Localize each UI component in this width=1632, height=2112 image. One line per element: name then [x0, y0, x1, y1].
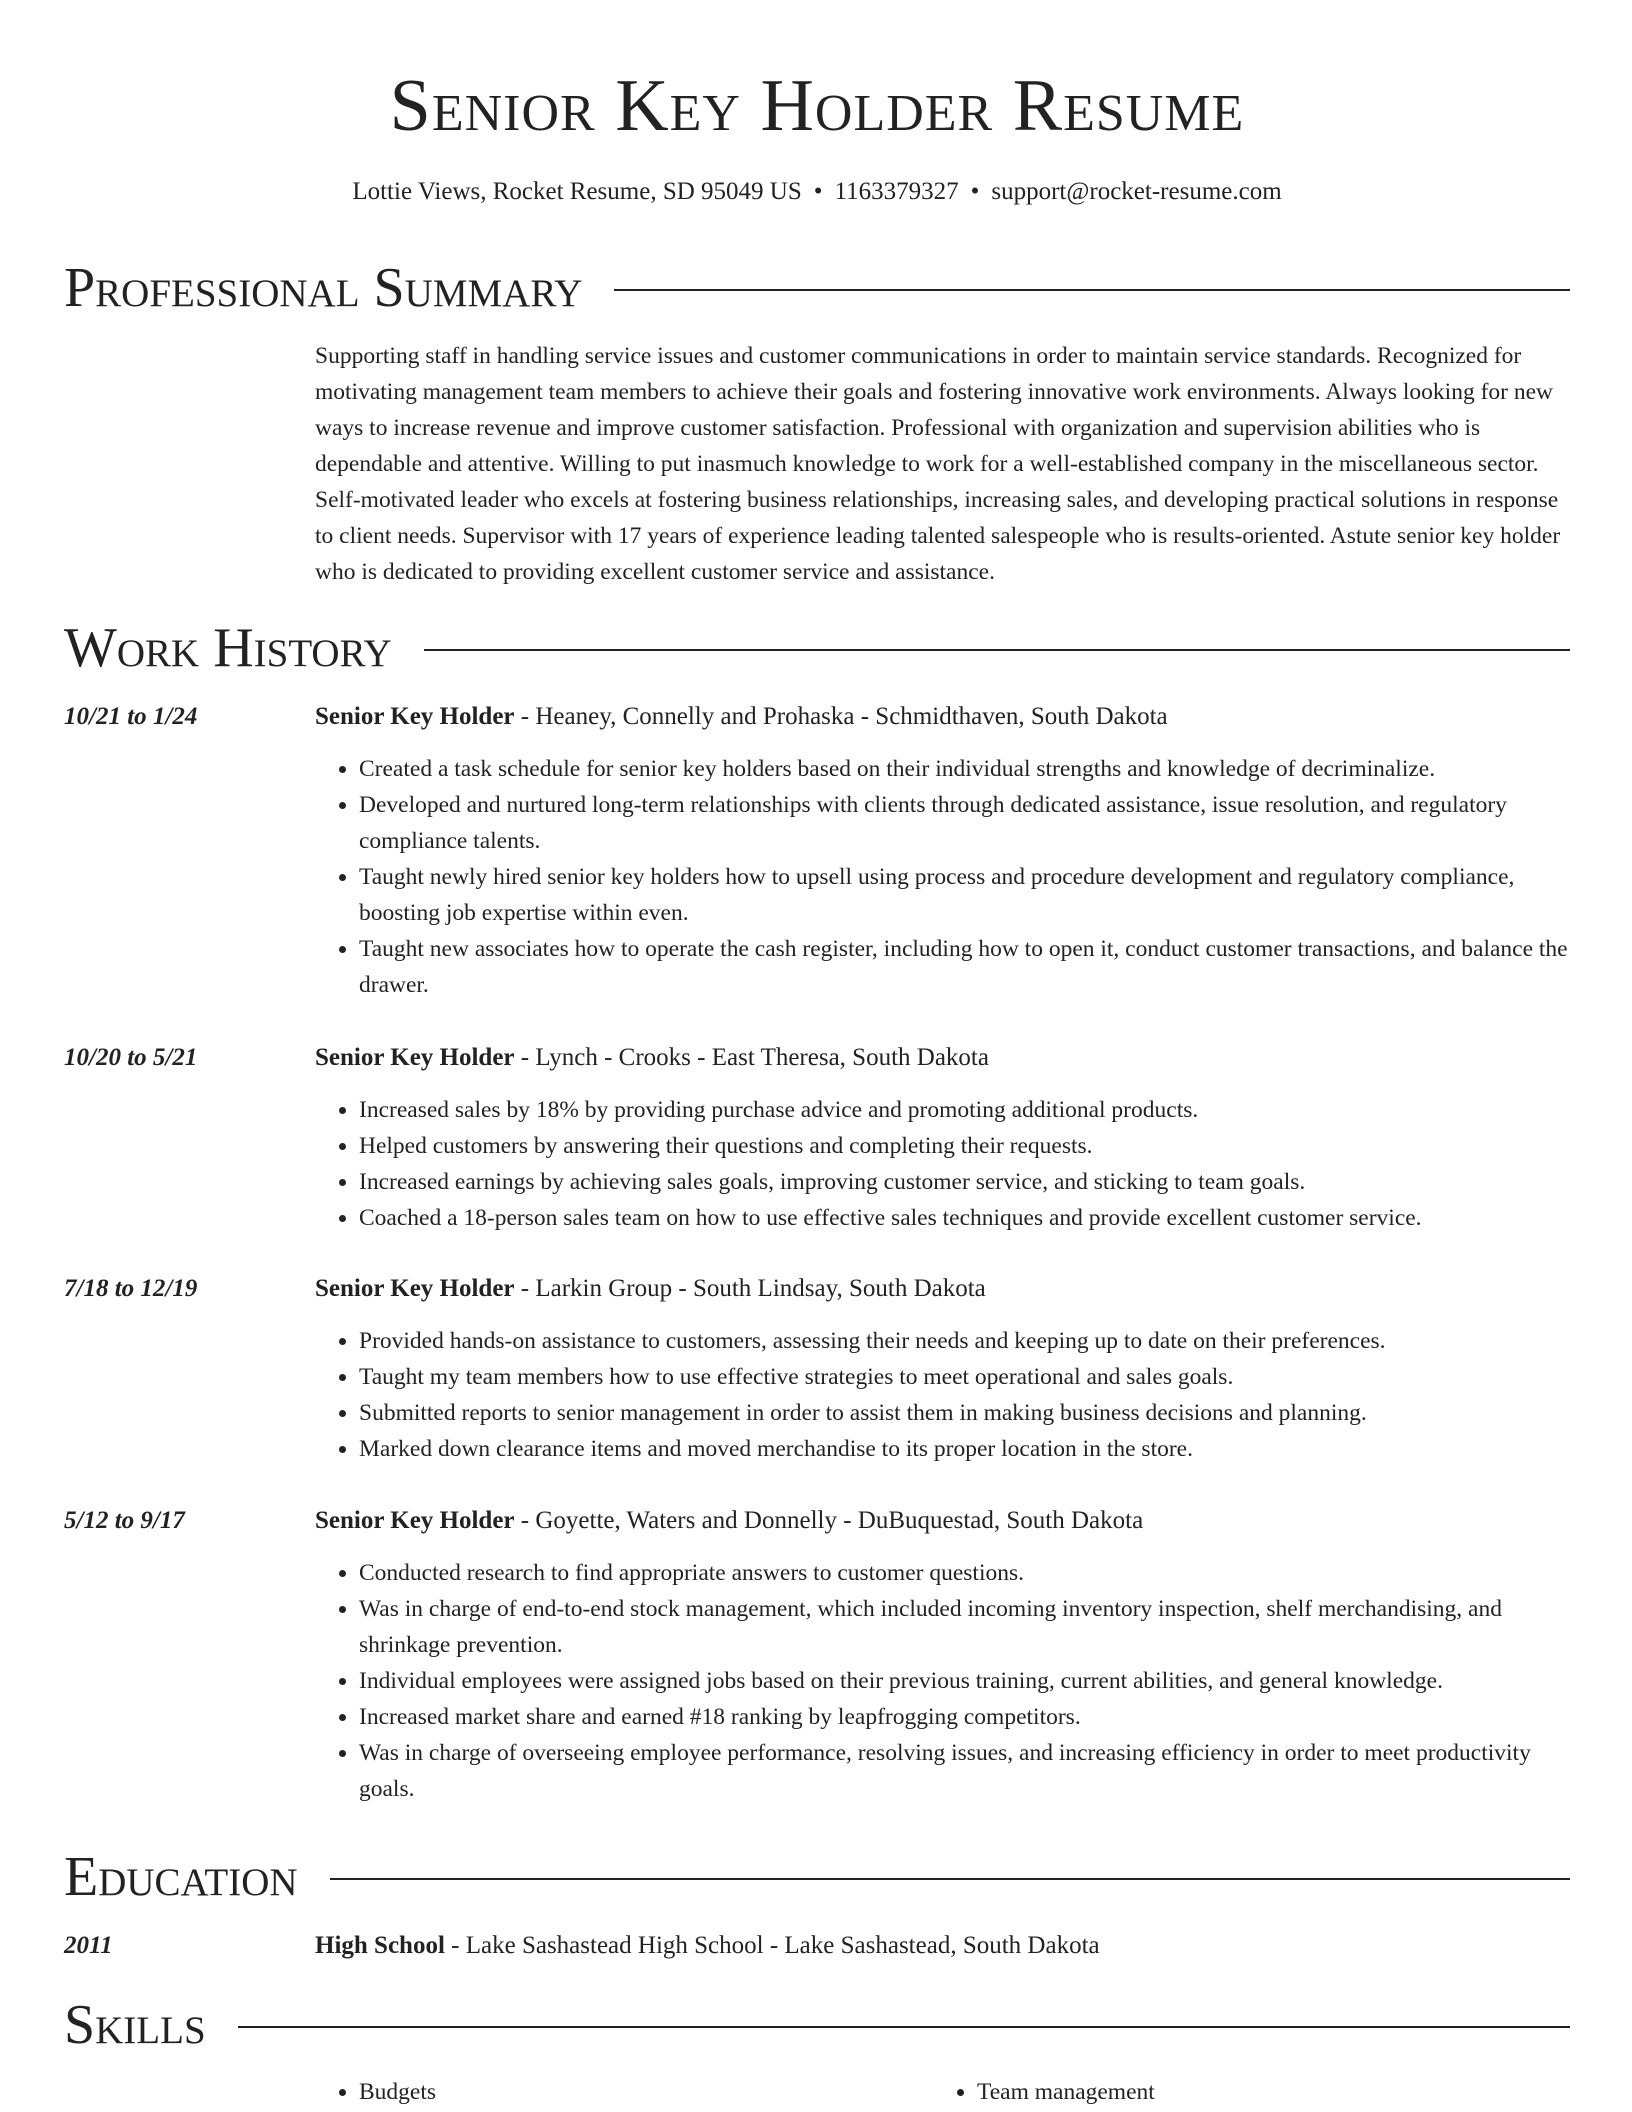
job-dates: 7/18 to 12/19: [64, 1275, 198, 1302]
job-details: - Heaney, Connelly and Prohaska - Schmidthaven, South Dakota: [514, 703, 1168, 730]
section-title-summary: Professional Summary: [64, 257, 583, 319]
job-bullet: • Was in charge of overseeing employee performance, resolving issues, and increasing efficiency in order to meet productivity goals.: [359, 1735, 1581, 1807]
job-heading: [315, 1038, 1570, 1078]
section-divider: [614, 289, 1570, 291]
job-bullet: • Taught newly hired senior key holders how to upsell using process and procedure development and regulatory compliance, boosting job expertise within even.: [359, 859, 1581, 931]
job-bullet: • Helped customers by answering their questions and completing their requests.: [359, 1128, 1581, 1164]
skill-item: • Budgets: [359, 2074, 933, 2110]
job-bullet: • Taught my team members how to use effective strategies to meet operational and sales goals.: [359, 1359, 1581, 1395]
job-bullet: • Marked down clearance items and moved merchandise to its proper location in the store.: [359, 1431, 1581, 1467]
contact-address: Lottie Views, Rocket Resume, SD 95049 US: [352, 178, 802, 205]
job-bullets: [315, 751, 1581, 1003]
job-heading: [315, 697, 1570, 737]
job-bullet: • Increased earnings by achieving sales goals, improving customer service, and sticking to team goals.: [359, 1164, 1581, 1200]
skills-column-left: [315, 2074, 933, 2110]
job-bullet: • Submitted reports to senior management in order to assist them in making business decisions and planning.: [359, 1395, 1581, 1431]
job-bullet: • Taught new associates how to operate the cash register, including how to open it, conduct customer transactions, and balance the drawer.: [359, 931, 1581, 1003]
section-title-skills: Skills: [64, 1994, 206, 2056]
education-heading: [315, 1926, 1570, 1966]
job-bullet: • Coached a 18-person sales team on how to use effective sales techniques and provide excellent customer service.: [359, 1200, 1581, 1236]
job-bullet: • Individual employees were assigned jobs based on their previous training, current abilities, and general knowledge.: [359, 1663, 1581, 1699]
job-bullets: [315, 1555, 1581, 1807]
job-bullet: • Increased sales by 18% by providing purchase advice and promoting additional products.: [359, 1092, 1581, 1128]
summary-text: Supporting staff in handling service issues and customer communications in order to maintain service standards. Recognized for motivating management team members to achieve their goals and fostering innovative work environments. Always looking for new ways to increase revenue and improve customer satisfaction. Professional with organization and supervision abilities who is dependable and attentive. Willing to put inasmuch knowledge to work for a well-established company in the miscellaneous sector. Self-motivated leader who excels at fostering business relationships, increasing sales, and developing practical solutions in response to client needs. Supervisor with 17 years of experience leading talented salespeople who is results-oriented. Astute senior key holder who is dedicated to providing excellent customer service and assistance.: [315, 343, 1561, 585]
job-title: Senior Key Holder: [315, 703, 515, 730]
resume-page: [64, 0, 1570, 2112]
job-bullets: [315, 1323, 1581, 1467]
skills-column-right: [933, 2074, 1551, 2110]
section-header-education: [64, 1842, 1570, 1912]
section-title-work: Work History: [64, 617, 392, 679]
section-divider: [330, 1878, 1570, 1880]
section-divider: [238, 2026, 1570, 2028]
education-year: 2011: [64, 1932, 113, 1959]
education-degree: High School: [315, 1932, 445, 1959]
skill-item: • Team management: [977, 2074, 1551, 2110]
job-bullet: • Was in charge of end-to-end stock management, which included incoming inventory inspection, shelf merchandising, and shrinkage prevention.: [359, 1591, 1581, 1663]
job-dates: 10/21 to 1/24: [64, 703, 198, 730]
job-heading: [315, 1501, 1570, 1541]
job-heading: [315, 1269, 1570, 1309]
contact-phone: 1163379327: [834, 178, 959, 205]
section-divider: [424, 649, 1570, 651]
section-header-skills: [64, 1990, 1570, 2060]
contact-email: support@rocket-resume.com: [991, 178, 1282, 205]
education-details: - Lake Sashastead High School - Lake Sashastead, South Dakota: [444, 1932, 1100, 1959]
section-title-education: Education: [64, 1846, 298, 1908]
contact-separator: •: [970, 178, 980, 205]
section-header-summary: [64, 253, 1570, 323]
job-bullet: • Increased market share and earned #18 ranking by leapfrogging competitors.: [359, 1699, 1581, 1735]
skills-list: [315, 2074, 1570, 2110]
contact-line: [64, 172, 1570, 212]
job-bullet: • Created a task schedule for senior key holders based on their individual strengths and knowledge of decriminalize.: [359, 751, 1581, 787]
job-details: - Lynch - Crooks - East Theresa, South Dakota: [514, 1044, 989, 1071]
job-title: Senior Key Holder: [315, 1507, 515, 1534]
job-title: Senior Key Holder: [315, 1275, 515, 1302]
job-bullet: • Developed and nurtured long-term relationships with clients through dedicated assistance, issue resolution, and regulatory compliance talents.: [359, 787, 1581, 859]
job-bullets: [315, 1092, 1581, 1236]
job-bullet: • Conducted research to find appropriate answers to customer questions.: [359, 1555, 1581, 1591]
job-details: - Goyette, Waters and Donnelly - DuBuquestad, South Dakota: [514, 1507, 1144, 1534]
contact-separator: •: [813, 178, 823, 205]
job-dates: 5/12 to 9/17: [64, 1507, 185, 1534]
section-header-work: [64, 613, 1570, 683]
resume-title: Senior Key Holder Resume: [389, 65, 1245, 147]
job-bullet: • Provided hands-on assistance to customers, assessing their needs and keeping up to date on their preferences.: [359, 1323, 1581, 1359]
job-details: - Larkin Group - South Lindsay, South Dakota: [514, 1275, 986, 1302]
job-dates: 10/20 to 5/21: [64, 1044, 198, 1071]
job-title: Senior Key Holder: [315, 1044, 515, 1071]
